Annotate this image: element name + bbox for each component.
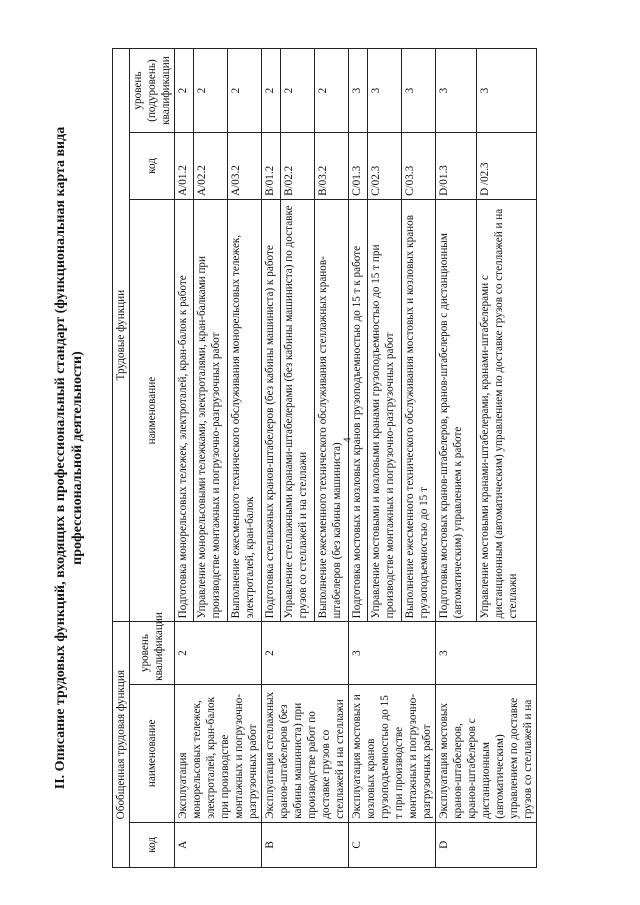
labor-function-name: Выполнение ежесменного технического обслуживания монорельсовых тележек, электроталей, кран-балок [227,199,261,621]
labor-function-level: 2 [175,49,194,133]
labor-function-level: 2 [227,49,261,133]
tf-level-header: уровень (подуровень) квалификации [130,49,175,133]
labor-function-code: A/01.2 [175,133,194,200]
labor-function-name: Управление стеллажными кранами-штабелерами (без кабины машиниста) по доставке грузов со стеллажей и на стеллажи [280,199,314,621]
generalized-level: 2 [175,622,262,685]
labor-function-code: A/03.2 [227,133,261,200]
labor-function-code: C/01.3 [349,133,368,200]
table-row [175,49,194,868]
table-row [262,49,281,868]
section-title [52,48,86,868]
labor-function-level: 3 [401,49,435,133]
labor-function-code: B/02.2 [280,133,314,200]
generalized-code: A [175,822,262,867]
generalized-level: 3 [436,622,537,685]
labor-function-level: 2 [314,49,348,133]
labor-function-name: Выполнение ежесменного технического обслуживания стеллажных кранов-штабелеров (без кабины машиниста) [314,199,348,621]
generalized-name: Эксплуатация монорельсовых тележек, электроталей, кран-балок при производстве монтажных и погрузочно-разгрузочных работ [175,684,262,822]
tf-code-header: код [130,133,175,200]
labor-function-code: D /02.3 [477,133,537,200]
labor-function-name: Подготовка монорельсовых тележек, электроталей, кран-балок к работе [175,199,194,621]
labor-function-name: Управление монорельсовыми тележками, электроталями, кран-балками при производстве монтажных и погрузочно-разгрузочных работ [193,199,227,621]
name-header: наименование [130,684,175,822]
rotated-page-content [52,48,592,868]
generalized-function-group-header: Обобщенная трудовая функция [113,622,130,868]
labor-function-code: C/03.3 [401,133,435,200]
labor-function-name: Управление мостовыми и козловыми кранами грузоподъемностью до 15 т при производстве монтажных и погрузочно-разгрузочных работ [367,199,401,621]
labor-function-level: 3 [477,49,537,133]
labor-function-level: 3 [436,49,477,133]
labor-function-level: 3 [367,49,401,133]
labor-function-level: 3 [349,49,368,133]
functional-map-table [112,48,537,868]
generalized-name: Эксплуатация стеллажных кранов-штабелеров (без кабины машиниста) при производстве работ по доставке грузов со стеллажей и на стеллажи [262,684,349,822]
labor-function-code: B/03.2 [314,133,348,200]
table-row [349,49,368,868]
page-number: 4 [342,437,354,443]
tf-name-header: наименование [130,199,175,621]
generalized-code: C [349,822,436,867]
generalized-name: Эксплуатация мостовых кранов-штабелеров, кранов-штабелеров с дистанционным (автоматическим) управлением по доставке грузов со стеллажей и на [436,684,537,822]
labor-function-name: Подготовка стеллажных кранов-штабелеров (без кабины машиниста) к работе [262,199,281,621]
title-line-2: профессиональной деятельности) [70,351,85,565]
table-body [175,49,537,868]
level-header: уровень квалификации [130,622,175,685]
table-row [436,49,477,868]
labor-function-level: 2 [280,49,314,133]
labor-function-code: D/01.3 [436,133,477,200]
labor-function-level: 2 [262,49,281,133]
code-header: код [130,822,175,867]
generalized-level: 2 [262,622,349,685]
labor-function-code: B/01.2 [262,133,281,200]
generalized-code: D [436,822,537,867]
labor-function-name: Подготовка мостовых и козловых кранов грузоподъемностью до 15 т к работе [349,199,368,621]
labor-function-name: Подготовка мостовых кранов-штабелеров, кранов-штабелеров с дистанционным (автоматическим) управлением к работе [436,199,477,621]
labor-function-code: A/02.2 [193,133,227,200]
labor-function-level: 2 [193,49,227,133]
labor-function-name: Выполнение ежесменного технического обслуживания мостовых и козловых кранов грузоподъемностью до 15 т [401,199,435,621]
labor-functions-group-header: Трудовые функции [113,49,130,622]
labor-function-name: Управление мостовыми кранами-штабелерами, кранами-штабелерами с дистанционным (автоматическим) управлением по доставке грузов со стеллажей и на стеллажи [477,199,537,621]
title-line-1: II. Описание трудовых функций, входящих в профессиональный стандарт (функциональная карта вида [53,126,68,790]
generalized-level: 3 [349,622,436,685]
generalized-code: B [262,822,349,867]
generalized-name: Эксплуатация мостовых и козловых кранов грузоподъемностью до 15 т при производстве монтажных и погрузочно-разгрузочных работ [349,684,436,822]
labor-function-code: C/02.3 [367,133,401,200]
